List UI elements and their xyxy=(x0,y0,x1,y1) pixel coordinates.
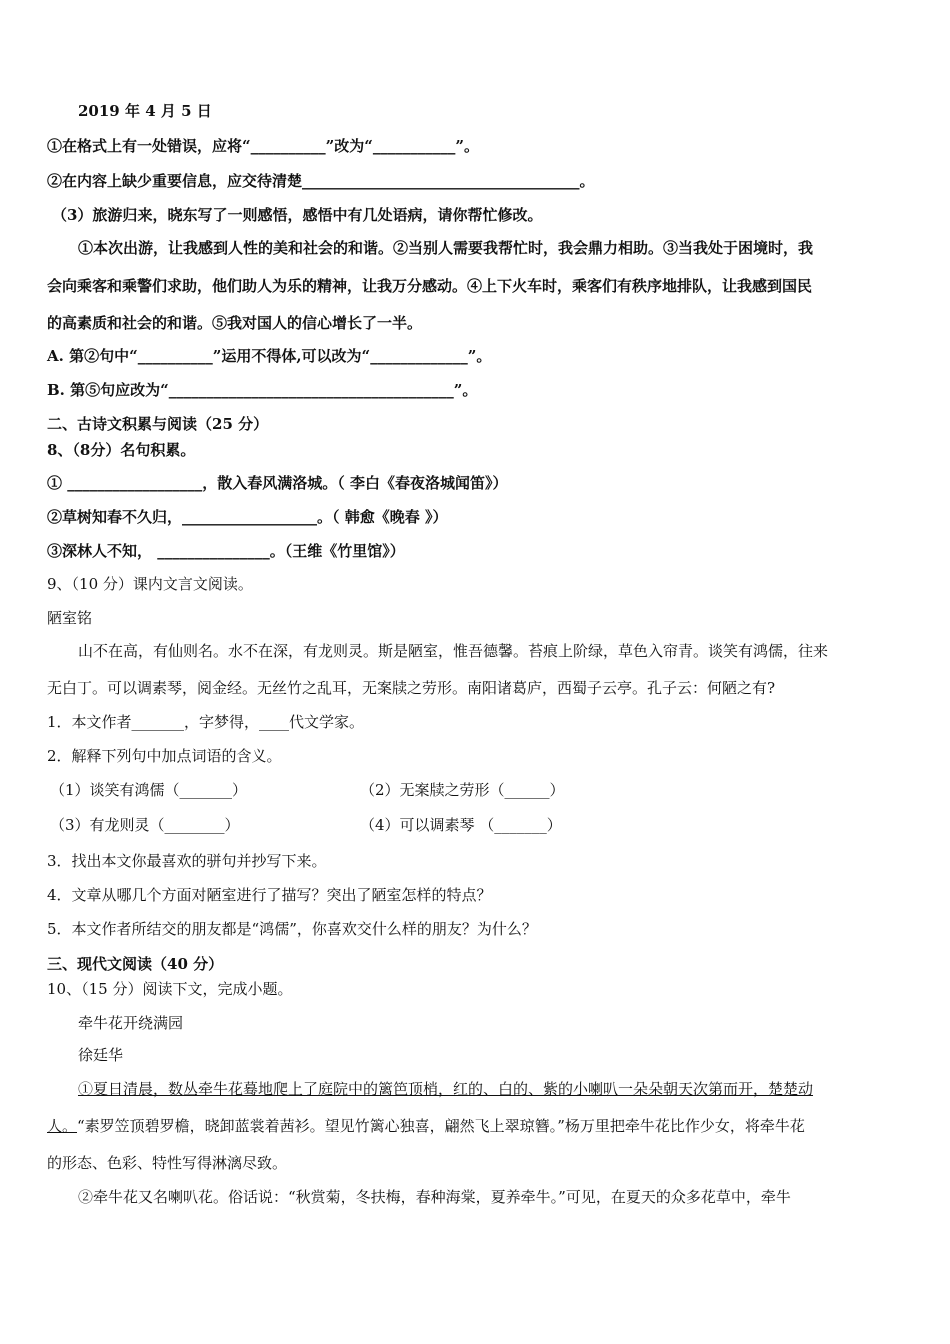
question-3-item-a: A. 第②句中“__________”运用不得体,可以改为“_____________”。 xyxy=(47,347,492,365)
question-format-error: ①在格式上有一处错误，应将“__________”改为“___________”。 xyxy=(47,137,480,155)
poem-quote: “素罗笠顶碧罗檐，晓卸蓝裳着茜衫。望见竹篱心独喜，翩然飞上翠琼簪。”杨万里把牵牛花比作少女，将牵牛花 xyxy=(77,1117,805,1135)
question-9-item-2: 2．解释下列句中加点词语的含义。 xyxy=(47,747,282,765)
question-10-paragraph-1-line-1: ①夏日清晨，数丛牵牛花蓦地爬上了庭院中的篱笆顶梢，红的、白的、紫的小喇叭一朵朵朝天次第而开，楚楚动 xyxy=(78,1080,814,1098)
question-8-item-1: ① __________________，散入春风满洛城。（ 李白《春夜洛城闻笛》） xyxy=(47,474,508,492)
question-9-item-3: 3．找出本文你最喜欢的骈句并抄写下来。 xyxy=(47,852,327,870)
question-8-item-2: ②草树知春不久归，__________________。（ 韩愈《晚春 》） xyxy=(47,508,448,526)
question-10-title: 牵牛花开绕满园 xyxy=(78,1014,184,1032)
question-9-passage-line-2: 无白丁。可以调素琴，阅金经。无丝竹之乱耳，无案牍之劳形。南阳诸葛庐，西蜀子云亭。孔子云：何陋之有? xyxy=(47,679,776,697)
question-9-passage-line-1: 山不在高，有仙则名。水不在深，有龙则灵。斯是陋室，惟吾德馨。苔痕上阶绿，草色入帘青。谈笑有鸿儒，往来 xyxy=(78,642,829,660)
question-3-passage-line-2: 会向乘客和乘警们求助，他们助人为乐的精神，让我万分感动。④上下火车时，乘客们有秩序地排队，让我感到国民 xyxy=(47,277,813,295)
question-9-item-2-sub-3: （3）有龙则灵（________） xyxy=(50,816,240,834)
question-8-item-3: ③深林人不知， _______________。（王维《竹里馆》） xyxy=(47,542,405,560)
question-9-item-1: 1．本文作者_______，字梦得，____代文学家。 xyxy=(47,713,365,731)
question-9-item-2-sub-2: （2）无案牍之劳形（______） xyxy=(360,781,565,799)
question-9-item-5: 5．本文作者所结交的朋友都是“鸿儒”，你喜欢交什么样的朋友？为什么？ xyxy=(47,920,537,938)
question-10-author: 徐廷华 xyxy=(78,1046,124,1064)
question-10-heading: 10、（15 分）阅读下文，完成小题。 xyxy=(47,980,293,998)
question-9-item-2-sub-4: （4）可以调素琴 （_______） xyxy=(360,816,562,834)
section-2-heading: 二、古诗文积累与阅读（25 分） xyxy=(47,415,269,433)
question-3-passage-line-1: ①本次出游，让我感到人性的美和社会的和谐。②当别人需要我帮忙时，我会鼎力相助。③当我处于困境时，我 xyxy=(78,239,814,257)
question-10-paragraph-2-line-1: ②牵牛花又名喇叭花。俗话说：“秋赏菊，冬扶梅，春种海棠，夏养牵牛。”可见，在夏天的众多花草中，牵牛 xyxy=(78,1188,791,1206)
underlined-text: 人。 xyxy=(47,1117,78,1135)
question-missing-info: ②在内容上缺少重要信息，应交待清楚_____________________________________。 xyxy=(47,172,595,190)
question-9-heading: 9、（10 分）课内文言文阅读。 xyxy=(47,575,253,593)
question-9-item-4: 4．文章从哪几个方面对陋室进行了描写？突出了陋室怎样的特点？ xyxy=(47,886,492,904)
question-8-heading: 8、（8分）名句积累。 xyxy=(47,441,196,459)
question-3-intro: （3）旅游归来，晓东写了一则感悟，感悟中有几处语病，请你帮忙修改。 xyxy=(52,206,543,224)
letter-date: 2019 年 4 月 5 日 xyxy=(78,102,212,120)
question-9-item-2-sub-1: （1）谈笑有鸿儒（_______） xyxy=(50,781,248,799)
question-10-paragraph-1-line-3: 的形态、色彩、特性写得淋漓尽致。 xyxy=(47,1154,288,1172)
section-3-heading: 三、现代文阅读（40 分） xyxy=(47,955,224,973)
question-3-item-b: B. 第⑤句应改为“______________________________________”。 xyxy=(47,381,478,399)
question-3-passage-line-3: 的高素质和社会的和谐。⑤我对国人的信心增长了一半。 xyxy=(47,314,423,332)
question-10-paragraph-1-line-2 xyxy=(47,1116,805,1136)
question-9-title: 陋室铭 xyxy=(47,609,93,627)
